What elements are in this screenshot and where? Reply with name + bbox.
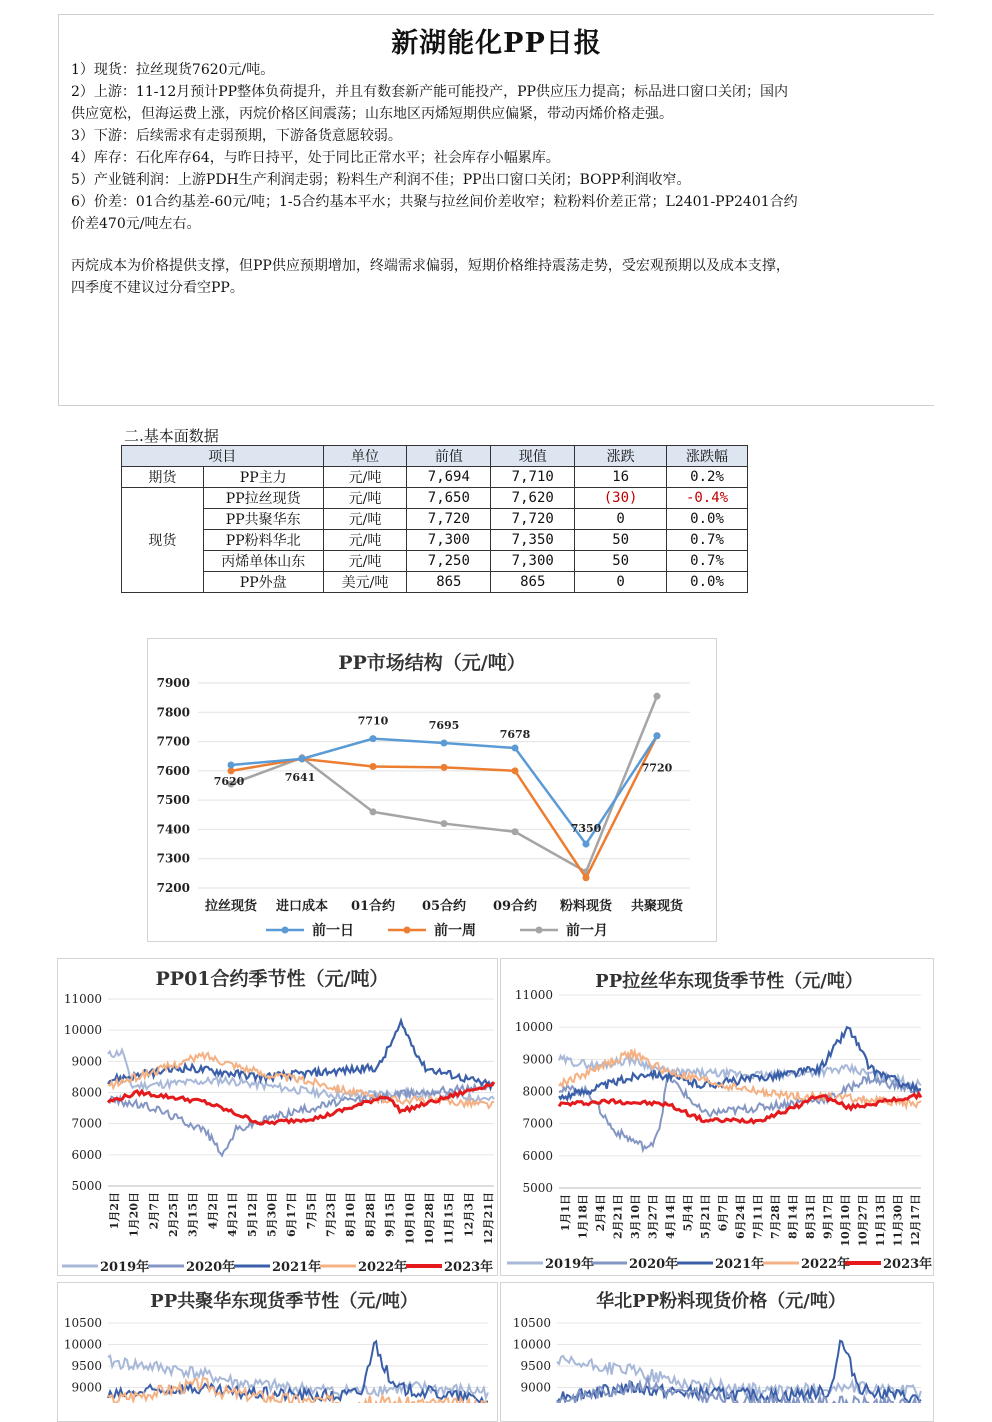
x-tick-label: 7月11日 <box>751 1194 765 1239</box>
report-line: 丙烷成本为价格提供支撑，但PP供应预期增加，终端需求偏弱，短期价格维持震荡走势，受宏观预期以及成本支撑， <box>71 258 790 274</box>
item-unit: 元/吨 <box>323 467 407 488</box>
item-prev: 7,650 <box>407 488 491 509</box>
data-point <box>299 755 306 762</box>
table-row <box>122 467 748 488</box>
x-tick-label: 01合约 <box>350 899 396 914</box>
report-summary <box>58 14 934 406</box>
table-row <box>122 509 748 530</box>
item-pct: -0.4% <box>667 488 748 509</box>
report-line: 4）库存：石化库存64，与昨日持平，处于同比正常水平；社会库存小幅累库。 <box>71 150 560 166</box>
chart-title: PP01合约季节性（元/吨） <box>155 968 389 990</box>
table-row <box>122 551 748 572</box>
y-tick-label: 9000 <box>71 1380 102 1395</box>
x-tick-label: 3月27日 <box>646 1194 660 1239</box>
data-label: 7641 <box>284 770 316 784</box>
pp01-seasonal-svg <box>58 959 497 1275</box>
y-tick-label: 7300 <box>156 851 190 866</box>
y-tick-label: 7000 <box>71 1116 102 1131</box>
x-tick-label: 4月21日 <box>226 1192 240 1237</box>
header-cur: 现值 <box>491 446 575 467</box>
report-line: 5）产业链利润：上游PDH生产利润走弱；粉料生产利润不佳；PP出口窗口关闭；BOPP利润收窄。 <box>71 172 691 188</box>
table-row <box>122 530 748 551</box>
pp-raffia-seasonal-svg <box>501 959 933 1275</box>
x-tick-label: 12月3日 <box>462 1192 476 1237</box>
y-tick-label: 7800 <box>156 705 190 720</box>
x-tick-label: 09合约 <box>492 899 538 914</box>
pp-raffia-seasonal-chart <box>500 958 934 1276</box>
legend-label: 2022年 <box>801 1257 851 1272</box>
item-cur: 7,720 <box>491 509 575 530</box>
x-tick-label: 1月1日 <box>559 1194 572 1232</box>
item-cur: 7,350 <box>491 530 575 551</box>
y-tick-label: 9000 <box>522 1052 553 1067</box>
x-tick-label: 11月15日 <box>442 1192 456 1245</box>
legend-marker <box>536 927 543 934</box>
y-tick-label: 7000 <box>522 1116 553 1131</box>
x-tick-label: 8月31日 <box>804 1194 817 1239</box>
pp01-seasonal-chart <box>57 958 498 1276</box>
report-line: 6）价差：01合约基差-60元/吨；1-5合约基本平水；共聚与拉丝间价差收窄；粒粉料价差正常；L2401-PP2401合约 <box>71 194 798 210</box>
x-tick-label: 共聚现货 <box>630 899 684 914</box>
y-tick-label: 7400 <box>156 822 190 837</box>
category-spot: 现货 <box>122 488 204 593</box>
x-tick-label: 7月5日 <box>304 1192 318 1230</box>
x-tick-label: 6月17日 <box>285 1192 299 1237</box>
data-label: 7720 <box>641 761 673 775</box>
y-tick-label: 10000 <box>63 1337 102 1352</box>
item-cur: 7,620 <box>491 488 575 509</box>
header-item: 项目 <box>122 446 324 467</box>
x-tick-label: 5月21日 <box>699 1194 712 1239</box>
legend-label: 2019年 <box>545 1257 595 1272</box>
header-pct: 涨跌幅 <box>667 446 748 467</box>
x-tick-label: 8月28日 <box>363 1192 377 1237</box>
item-unit: 元/吨 <box>323 509 407 530</box>
pp-powder-price-chart <box>500 1282 934 1422</box>
y-tick-label: 9500 <box>520 1359 551 1373</box>
data-label: 7620 <box>213 775 245 788</box>
item-chg: 50 <box>575 551 667 572</box>
data-label: 7710 <box>357 714 389 728</box>
data-point <box>654 732 661 739</box>
item-pct: 0.0% <box>667 509 748 530</box>
x-tick-label: 9月17日 <box>821 1194 835 1239</box>
chart-title: PP市场结构（元/吨） <box>338 652 526 674</box>
legend-label: 2020年 <box>629 1257 679 1272</box>
item-name: PP主力 <box>203 467 323 488</box>
report-line: 供应宽松，但海运费上涨，丙烷价格区间震荡；山东地区丙烯短期供应偏紧，带动丙烯价格走强。 <box>71 106 673 122</box>
table-row <box>122 488 748 509</box>
legend-label: 前一日 <box>312 923 354 939</box>
data-point <box>512 767 519 774</box>
report-line: 3）下游：后续需求有走弱预期，下游备货意愿较弱。 <box>71 128 402 144</box>
data-point <box>441 764 448 771</box>
x-tick-label: 6月24日 <box>734 1194 747 1239</box>
x-tick-label: 5月12日 <box>245 1192 259 1237</box>
data-point <box>370 735 377 742</box>
x-tick-label: 3月10日 <box>629 1194 642 1239</box>
legend-marker <box>404 927 411 934</box>
header-chg: 涨跌 <box>575 446 667 467</box>
data-point <box>512 745 519 752</box>
item-name: PP外盘 <box>203 572 323 593</box>
item-unit: 元/吨 <box>323 488 407 509</box>
market-structure-svg <box>148 639 716 941</box>
x-tick-label: 3月15日 <box>186 1192 200 1237</box>
chart-title: PP拉丝华东现货季节性（元/吨） <box>595 971 863 992</box>
data-point <box>583 874 590 881</box>
x-tick-label: 10月10日 <box>839 1194 852 1247</box>
x-tick-label: 7月23日 <box>324 1192 338 1237</box>
x-tick-label: 12月17日 <box>909 1194 922 1247</box>
y-tick-label: 10500 <box>63 1316 102 1330</box>
table-header-row <box>122 446 748 467</box>
x-tick-label: 11月30日 <box>891 1194 905 1247</box>
x-tick-label: 6月7日 <box>716 1194 730 1232</box>
data-label: 7678 <box>499 728 531 742</box>
y-tick-label: 7500 <box>156 793 190 808</box>
report-line: 1）现货：拉丝现货7620元/吨。 <box>71 62 275 78</box>
data-label: 7350 <box>570 822 602 836</box>
data-point <box>654 693 661 700</box>
chart-title: PP共聚华东现货季节性（元/吨） <box>150 1291 418 1312</box>
x-tick-label: 进口成本 <box>275 899 329 914</box>
legend-label: 2021年 <box>715 1257 765 1272</box>
item-cur: 7,300 <box>491 551 575 572</box>
x-tick-label: 2月25日 <box>167 1192 181 1237</box>
x-tick-label: 5月4日 <box>681 1194 695 1232</box>
report-title: 新湖能化PP日报 <box>391 28 602 59</box>
item-chg: 0 <box>575 572 667 593</box>
legend-label: 前一月 <box>566 923 608 939</box>
y-tick-label: 10000 <box>514 1020 553 1035</box>
y-tick-label: 11000 <box>514 988 553 1002</box>
item-name: PP粉料华北 <box>203 530 323 551</box>
report-line: 价差470元/吨左右。 <box>71 216 201 232</box>
legend-label: 2023年 <box>883 1257 933 1272</box>
y-tick-label: 6000 <box>522 1148 553 1163</box>
y-tick-label: 5000 <box>522 1181 553 1195</box>
data-point <box>512 828 519 835</box>
category-futures: 期货 <box>122 467 204 488</box>
y-tick-label: 7200 <box>156 881 190 895</box>
report-line: 2）上游：11-12月预计PP整体负荷提升，并且有数套新产能可能投产，PP供应压力提高；标品进口窗口关闭；国内 <box>71 84 788 100</box>
item-prev: 7,250 <box>407 551 491 572</box>
market-structure-chart <box>147 638 717 942</box>
chart-title: 华北PP粉料现货价格（元/吨） <box>596 1291 846 1312</box>
legend-label: 前一周 <box>434 923 476 939</box>
x-tick-label: 05合约 <box>421 899 467 914</box>
y-tick-label: 7700 <box>156 734 190 749</box>
item-pct: 0.7% <box>667 551 748 572</box>
item-pct: 0.2% <box>667 467 748 488</box>
y-tick-label: 8000 <box>71 1085 102 1100</box>
section-title: 二.基本面数据 <box>124 427 219 445</box>
item-unit: 元/吨 <box>323 530 407 551</box>
item-name: PP共聚华东 <box>203 509 323 530</box>
x-tick-label: 拉丝现货 <box>204 899 258 914</box>
x-tick-label: 8月10日 <box>344 1192 358 1237</box>
item-chg: 0 <box>575 509 667 530</box>
x-tick-label: 1月20日 <box>127 1192 141 1237</box>
item-chg: (30) <box>575 488 667 509</box>
data-point <box>228 762 235 769</box>
item-cur: 7,710 <box>491 467 575 488</box>
header-prev: 前值 <box>407 446 491 467</box>
y-tick-label: 5000 <box>71 1179 102 1193</box>
y-tick-label: 7600 <box>156 763 190 778</box>
legend-label: 2019年 <box>100 1260 150 1275</box>
series-line-2020年 <box>559 1073 921 1150</box>
x-tick-label: 11月13日 <box>874 1194 887 1247</box>
y-tick-label: 7900 <box>156 676 190 690</box>
series-line <box>108 1356 488 1398</box>
item-pct: 0.7% <box>667 530 748 551</box>
item-prev: 7,694 <box>407 467 491 488</box>
legend-label: 2020年 <box>186 1260 236 1275</box>
data-point <box>441 820 448 827</box>
data-point <box>583 841 590 848</box>
item-name: 丙烯单体山东 <box>203 551 323 572</box>
pp-copolymer-seasonal-svg <box>58 1283 497 1403</box>
y-tick-label: 11000 <box>63 992 102 1006</box>
y-tick-label: 9500 <box>71 1359 102 1373</box>
legend-marker <box>282 927 289 934</box>
item-pct: 0.0% <box>667 572 748 593</box>
data-label: 7695 <box>428 719 460 733</box>
x-tick-label: 12月21日 <box>482 1192 495 1245</box>
x-tick-label: 9月15日 <box>383 1192 397 1237</box>
x-tick-label: 2月21日 <box>611 1194 625 1239</box>
item-cur: 865 <box>491 572 575 593</box>
x-tick-label: 粉料现货 <box>559 899 613 914</box>
y-tick-label: 10000 <box>512 1337 551 1352</box>
item-prev: 7,300 <box>407 530 491 551</box>
legend-label: 2021年 <box>272 1260 322 1275</box>
y-tick-label: 10000 <box>63 1023 102 1038</box>
x-tick-label: 1月2日 <box>108 1192 121 1230</box>
pp-copolymer-seasonal-chart <box>57 1282 498 1422</box>
item-prev: 7,720 <box>407 509 491 530</box>
x-tick-label: 7月28日 <box>769 1194 782 1239</box>
data-point <box>441 740 448 747</box>
item-unit: 元/吨 <box>323 551 407 572</box>
data-point <box>370 808 377 815</box>
legend-label: 2023年 <box>444 1260 494 1275</box>
x-tick-label: 4月14日 <box>664 1194 677 1239</box>
pp-powder-price-svg <box>501 1283 933 1403</box>
data-point <box>370 763 377 770</box>
y-tick-label: 9000 <box>71 1054 102 1069</box>
x-tick-label: 8月14日 <box>786 1194 800 1239</box>
item-prev: 865 <box>407 572 491 593</box>
y-tick-label: 8000 <box>522 1084 553 1099</box>
header-unit: 单位 <box>323 446 407 467</box>
report-line: 四季度不建议过分看空PP。 <box>71 280 244 296</box>
x-tick-label: 1月18日 <box>576 1194 590 1239</box>
x-tick-label: 4月2日 <box>206 1192 220 1230</box>
fundamentals-table <box>121 445 748 593</box>
table-row <box>122 572 748 593</box>
x-tick-label: 10月28日 <box>422 1192 436 1245</box>
item-name: PP拉丝现货 <box>203 488 323 509</box>
item-chg: 16 <box>575 467 667 488</box>
y-tick-label: 9000 <box>520 1380 551 1395</box>
legend-label: 2022年 <box>358 1260 408 1275</box>
item-unit: 美元/吨 <box>323 572 407 593</box>
y-tick-label: 6000 <box>71 1147 102 1162</box>
y-tick-label: 10500 <box>512 1316 551 1330</box>
x-tick-label: 5月30日 <box>265 1192 279 1237</box>
item-chg: 50 <box>575 530 667 551</box>
x-tick-label: 10月10日 <box>403 1192 417 1245</box>
x-tick-label: 2月4日 <box>594 1194 607 1232</box>
x-tick-label: 2月7日 <box>147 1192 161 1230</box>
x-tick-label: 10月27日 <box>856 1194 870 1247</box>
